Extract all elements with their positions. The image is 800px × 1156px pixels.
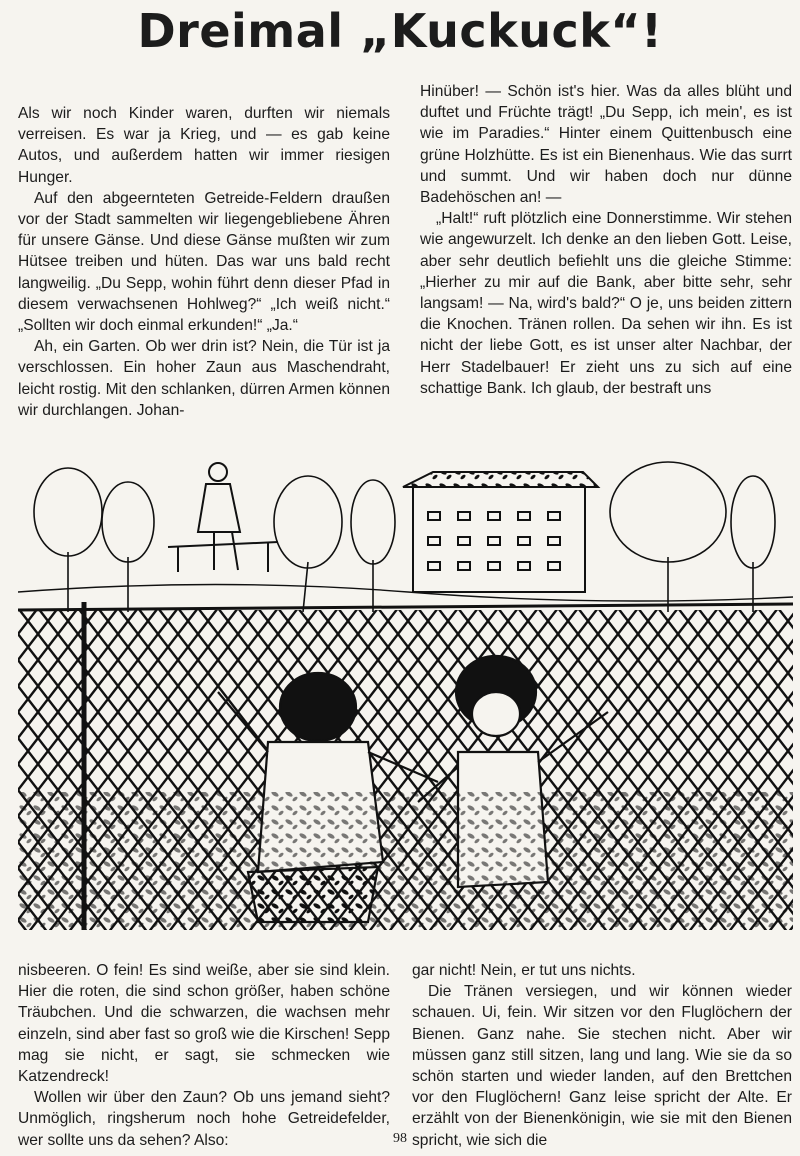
paragraph: Wollen wir über den Zaun? Ob uns jemand sieht? Unmöglich, ringsherum noch hohe Getreidefelder, wer sollte uns da sehen? Also: (18, 1089, 390, 1149)
paragraph: gar nicht! Nein, er tut uns nichts. (412, 962, 636, 979)
paragraph: Ah, ein Garten. Ob wer drin ist? Nein, die Tür ist ja verschlossen. Ein hoher Zaun aus Maschendraht, leicht rostig. Mit den schlanken, dürren Armen können wir durchlangen. Johan- (18, 338, 390, 419)
page-number: 98 (393, 1131, 407, 1146)
paragraph: „Halt!“ ruft plötzlich eine Donnerstimme. Wir stehen wie angewurzelt. Ich denke an den lieben Gott. Leise, aber sehr deutlich befiehlt uns die gleiche Stimme: „Hierher zu mir auf die Bank, aber bitte sehr, sehr langsam! — Na, wird's bald?“ O je, uns beiden zittern die Knochen. Tränen rollen. Da sehen wir ihn. Es ist nicht der liebe Gott, es ist unser alter Nachbar, der Herr Stadelbauer! Er zieht uns zu sich auf eine schattige Bank. Ich glaub, der bestraft uns (420, 210, 792, 397)
text-column-bottom-left (18, 960, 390, 1151)
text-column-top-left (18, 103, 390, 421)
paragraph: Die Tränen versiegen, und wir können wieder schauen. Ui, fein. Wir sitzen vor den Fluglöchern der Bienen. Ganz nahe. Sie stechen nicht. Aber wir müssen ganz still sitzen, lang und lang. Wie sie da so schön starten und wieder landen, auf den Brettchen vor den Fluglöchern! Ganz leise spricht der Alte. Er erzählt von der Bienenkönigin, wie sie mit den Bienen spricht, wie sich die (412, 983, 792, 1149)
paragraph: nisbeeren. O fein! Es sind weiße, aber sie sind klein. Hier die roten, die sind schon größer, haben schöne Träubchen. Und die schwarzen, die wachsen mehr einzeln, sind aber fast so groß wie die Kirschen! Sepp mag sie nicht, er sagt, sie schmecken wie Katzendreck! (18, 962, 390, 1086)
paragraph: Hinüber! — Schön ist's hier. Was da alles blüht und duftet und Früchte trägt! „Du Sepp, ich mein', es ist wie im Paradies.“ Hinter einem Quittenbusch eine grüne Holzhütte. Es ist ein Bienenhaus. Wie das surrt und summt. Und wir haben doch nur dünne Badehöschen an! — (420, 83, 792, 207)
berry-bushes (18, 792, 793, 930)
paragraph: Als wir noch Kinder waren, durften wir niemals verreisen. Es war ja Krieg, und — es gab keine Autos, und außerdem hatten wir immer riesigen Hunger. (18, 105, 390, 186)
page-title: Dreimal „Kuckuck“! (137, 4, 663, 58)
garden-fence-illustration (18, 452, 793, 930)
text-column-top-right (420, 81, 792, 399)
paragraph: Auf den abgeernteten Getreide-Feldern draußen vor der Stadt sammelten wir liegengebliebene Ähren für unsere Gänse. Und diese Gänse mußten wir zum Hütsee treiben und hüten. Das war uns bald recht langweilig. „Du Sepp, wohin führt denn dieser Pfad in diesem verwachsenen Hohlweg?“ „Ich weiß nicht.“ „Sollten wir doch einmal erkunden!“ „Ja.“ (18, 189, 390, 335)
text-column-bottom-right (412, 960, 792, 1151)
